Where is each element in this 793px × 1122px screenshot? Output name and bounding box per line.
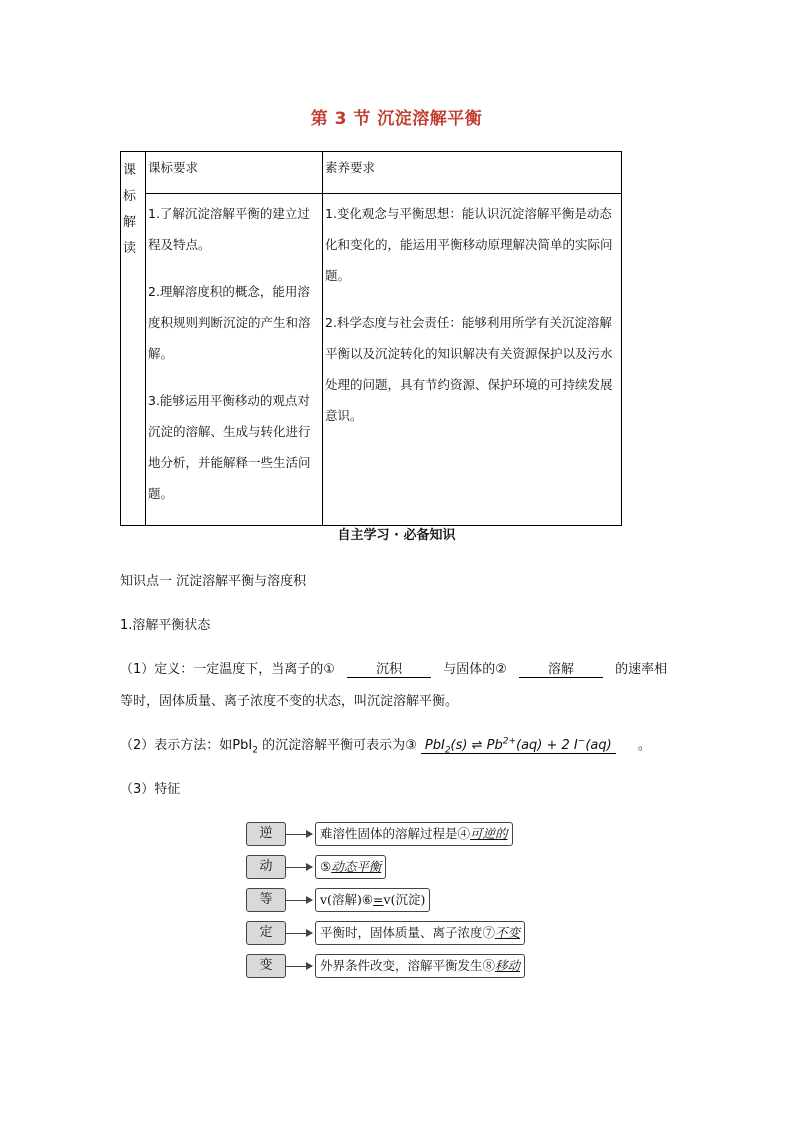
equilibrium-formula	[421, 738, 616, 754]
feature-desc: 难溶性固体的溶解过程是④	[320, 826, 471, 841]
feature-desc: 外界条件改变，溶解平衡发生⑧	[320, 958, 496, 973]
blank-2: 溶解	[519, 658, 603, 678]
feature-answer: 不变	[495, 925, 521, 940]
formula-c-sup: −	[577, 736, 586, 747]
curriculum-table	[120, 151, 622, 526]
col1-item: 3.能够运用平衡移动的观点对沉淀的溶解、生成与转化进行地分析，并能解释一些生活问题。	[148, 393, 311, 501]
feature-key: 等	[246, 888, 286, 912]
section-title: 自主学习 · 必备知识	[337, 528, 456, 543]
definition-line	[120, 658, 667, 678]
feature-key: 动	[246, 855, 286, 879]
feature-answer: 移动	[495, 958, 521, 973]
feature-text	[315, 921, 525, 945]
definition-prefix: （1）定义：一定温度下，当离子的①	[120, 662, 335, 677]
side-char: 标	[123, 189, 137, 204]
col2-header: 素养要求	[323, 152, 622, 194]
repr-end: 。	[637, 738, 651, 753]
arrow-icon	[286, 900, 312, 901]
feature-text	[315, 954, 525, 978]
formula-c: (aq) + 2 I	[516, 738, 578, 753]
features-diagram	[246, 820, 551, 980]
col2-item: 1.变化观念与平衡思想：能认识沉淀溶解平衡是动态化和变化的，能运用平衡移动原理解决简单的实际问题。	[325, 206, 613, 283]
feature-text	[315, 855, 386, 879]
side-char: 读	[123, 241, 137, 256]
arrow-icon	[286, 867, 312, 868]
feature-key: 变	[246, 954, 286, 978]
col2-body	[323, 194, 622, 526]
formula-a: PbI	[424, 738, 445, 753]
feature-text	[315, 822, 513, 846]
formula-a-sub: 2	[444, 745, 451, 756]
representation-line	[120, 734, 651, 756]
side-char: 课	[123, 163, 137, 178]
formula-b: (s) ⇌ Pb	[450, 738, 503, 753]
definition-suffix: 的速率相	[615, 662, 668, 677]
col1-body	[146, 194, 323, 526]
item-heading: 1.溶解平衡状态	[120, 618, 211, 633]
repr-prefix2: 的沉淀溶解平衡可表示为③	[257, 738, 417, 753]
arrow-icon	[286, 933, 312, 934]
side-label	[121, 152, 146, 526]
repr-prefix-sub: 2	[252, 745, 258, 756]
feature-answer: 动态平衡	[331, 859, 382, 874]
col1-item: 1.了解沉淀溶解平衡的建立过程及特点。	[148, 206, 310, 252]
arrow-icon	[286, 834, 312, 835]
repr-prefix: （2）表示方法：如PbI	[120, 738, 253, 753]
formula-b-sup: 2+	[502, 736, 516, 747]
definition-mid: 与固体的②	[443, 662, 507, 677]
page-title: 第 3 节 沉淀溶解平衡	[310, 109, 483, 129]
features-heading: （3）特征	[120, 782, 181, 797]
knowledge-point-heading: 知识点一 沉淀溶解平衡与溶度积	[120, 574, 307, 589]
feature-text	[315, 888, 430, 912]
col1-header: 课标要求	[146, 152, 323, 194]
feature-tail: v(沉淀)	[383, 892, 426, 907]
col1-item: 2.理解溶度积的概念，能用溶度积规则判断沉淀的产生和溶解。	[148, 284, 311, 361]
feature-key: 逆	[246, 822, 286, 846]
side-char: 解	[123, 215, 137, 230]
formula-d: (aq)	[585, 738, 612, 753]
col2-item: 2.科学态度与社会责任：能够利用所学有关沉淀溶解平衡以及沉淀转化的知识解决有关资源保护以及污水处理的问题，具有节约资源、保护环境的可持续发展意识。	[325, 315, 613, 423]
feature-desc: v(溶解)⑥	[320, 892, 374, 907]
feature-answer: 可逆的	[470, 826, 508, 841]
definition-line-2: 等时，固体质量、离子浓度不变的状态，叫沉淀溶解平衡。	[120, 694, 459, 709]
feature-key: 定	[246, 921, 286, 945]
feature-desc: ⑤	[320, 859, 332, 874]
feature-desc: 平衡时，固体质量、离子浓度⑦	[320, 925, 496, 940]
feature-answer: =	[373, 892, 384, 907]
blank-1: 沉积	[347, 658, 431, 678]
arrow-icon	[286, 966, 312, 967]
